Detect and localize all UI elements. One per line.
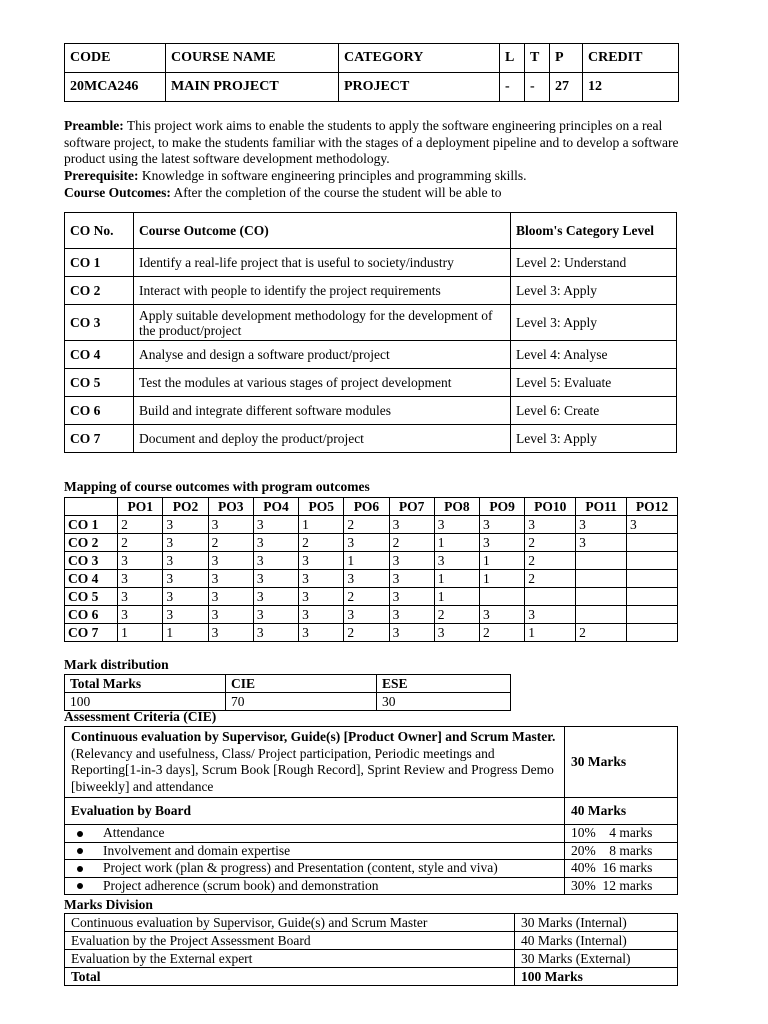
mapping-cell — [627, 534, 678, 552]
division-total-label: Total — [65, 968, 515, 986]
mapping-cell: 3 — [253, 570, 298, 588]
table-row — [65, 968, 678, 986]
prerequisite-text: Knowledge in software engineering principles and programming skills. — [141, 168, 527, 183]
mapping-cell: 1 — [525, 624, 576, 642]
bullet-icon — [77, 848, 83, 854]
header-category: CATEGORY — [339, 44, 500, 73]
mark-value-row — [65, 693, 511, 711]
criteria-label: Project adherence (scrum book) and demonstration — [103, 877, 379, 893]
mapping-cell: 3 — [208, 588, 253, 606]
co-no: CO 6 — [65, 397, 134, 425]
course-p: 27 — [550, 73, 583, 102]
mapping-cell: 1 — [480, 570, 525, 588]
mapping-cell: 3 — [480, 534, 525, 552]
prerequisite-label: Prerequisite: — [64, 168, 139, 183]
mapping-cell: 1 — [480, 552, 525, 570]
table-row — [65, 369, 677, 397]
co-bloom: Level 4: Analyse — [511, 341, 677, 369]
mapping-cell: 3 — [163, 588, 208, 606]
mapping-cell: 3 — [389, 588, 434, 606]
assessment-title: Assessment Criteria (CIE) — [64, 709, 217, 724]
co-bloom: Level 2: Understand — [511, 249, 677, 277]
mapping-cell: 2 — [576, 624, 627, 642]
co-bloom: Level 3: Apply — [511, 425, 677, 453]
mapping-cell: 2 — [389, 534, 434, 552]
table-row — [65, 425, 677, 453]
mapping-cell: 2 — [344, 624, 389, 642]
criteria-pct: 20% — [571, 842, 596, 858]
co-no: CO 7 — [65, 425, 134, 453]
mapping-co-label: CO 7 — [65, 624, 118, 642]
mapping-cell: 3 — [344, 570, 389, 588]
po-mapping-table — [64, 497, 678, 642]
continuous-bold: Continuous evaluation by Supervisor, Guide(s) [Product Owner] and Scrum Master. — [71, 729, 556, 744]
criteria-item — [65, 877, 565, 895]
mapping-cell — [480, 588, 525, 606]
mapping-cell: 1 — [434, 588, 479, 606]
co-no: CO 4 — [65, 341, 134, 369]
table-row — [65, 570, 678, 588]
table-row — [65, 950, 678, 968]
table-row — [65, 552, 678, 570]
mapping-header-po: PO2 — [163, 498, 208, 516]
table-row — [65, 932, 678, 950]
mapping-cell: 3 — [299, 606, 344, 624]
mapping-header-po: PO12 — [627, 498, 678, 516]
mapping-header-po: PO1 — [118, 498, 163, 516]
mapping-cell: 3 — [480, 516, 525, 534]
co-bloom: Level 3: Apply — [511, 305, 677, 341]
table-row — [65, 606, 678, 624]
co-no: CO 3 — [65, 305, 134, 341]
preamble-label: Preamble: — [64, 118, 124, 133]
mapping-header-row — [65, 498, 678, 516]
table-row — [65, 516, 678, 534]
mark-ese: 30 — [377, 693, 511, 711]
co-no: CO 1 — [65, 249, 134, 277]
bullet-icon — [77, 866, 83, 872]
preamble-text: This project work aims to enable the students to apply the software engineering principles on a real software project, to make the students familiar with the stages of a deployment pipeline and to develop a software product using the latest software development methodology. — [64, 118, 679, 166]
co-outcome: Analyse and design a software product/project — [134, 341, 511, 369]
mapping-header-po: PO4 — [253, 498, 298, 516]
mapping-cell: 1 — [434, 534, 479, 552]
mapping-cell: 3 — [253, 552, 298, 570]
mapping-header-po: PO3 — [208, 498, 253, 516]
criteria-label: Involvement and domain expertise — [103, 842, 291, 858]
marks-division-title: Marks Division — [64, 897, 153, 912]
mapping-cell: 3 — [525, 606, 576, 624]
criteria-marks — [565, 842, 678, 860]
mapping-cell: 3 — [253, 624, 298, 642]
continuous-description — [65, 727, 565, 798]
table-row — [65, 305, 677, 341]
mapping-cell: 2 — [525, 570, 576, 588]
mapping-co-label: CO 1 — [65, 516, 118, 534]
mapping-cell: 3 — [253, 534, 298, 552]
criteria-mark-value: 4 marks — [609, 825, 653, 840]
criteria-label: Project work (plan & progress) and Presentation (content, style and viva) — [103, 860, 498, 875]
co-outcome: Identify a real-life project that is useful to society/industry — [134, 249, 511, 277]
division-label: Evaluation by the External expert — [65, 950, 515, 968]
mapping-cell: 3 — [627, 516, 678, 534]
mapping-cell: 3 — [434, 552, 479, 570]
co-outcome: Apply suitable development methodology for the development of the product/project — [134, 305, 511, 341]
criteria-mark-value: 12 marks — [602, 877, 653, 893]
mapping-co-label: CO 6 — [65, 606, 118, 624]
mapping-cell: 3 — [208, 606, 253, 624]
table-row — [65, 397, 677, 425]
criteria-item — [65, 825, 565, 843]
co-no: CO 2 — [65, 277, 134, 305]
bullet-icon — [77, 831, 83, 837]
mapping-cell: 1 — [118, 624, 163, 642]
list-item — [65, 860, 678, 878]
division-marks: 40 Marks (Internal) — [515, 932, 678, 950]
mapping-cell: 3 — [208, 516, 253, 534]
co-outcome: Test the modules at various stages of project development — [134, 369, 511, 397]
mapping-cell: 3 — [299, 570, 344, 588]
mapping-cell: 3 — [344, 534, 389, 552]
mapping-corner-cell — [65, 498, 118, 516]
criteria-marks — [565, 877, 678, 895]
division-total-marks: 100 Marks — [515, 968, 678, 986]
table-row — [65, 249, 677, 277]
mapping-cell: 2 — [525, 534, 576, 552]
mapping-cell — [525, 588, 576, 606]
mapping-cell: 3 — [118, 552, 163, 570]
list-item — [65, 877, 678, 895]
mapping-co-label: CO 3 — [65, 552, 118, 570]
mapping-cell: 2 — [344, 516, 389, 534]
mapping-cell: 1 — [434, 570, 479, 588]
co-outcome: Document and deploy the product/project — [134, 425, 511, 453]
mapping-header-po: PO7 — [389, 498, 434, 516]
mark-cie: 70 — [226, 693, 377, 711]
table-row — [65, 588, 678, 606]
mapping-cell: 2 — [434, 606, 479, 624]
mapping-cell: 3 — [389, 570, 434, 588]
header-l: L — [500, 44, 525, 73]
co-header-outcome: Course Outcome (CO) — [134, 213, 511, 249]
criteria-pct: 10% — [571, 825, 596, 840]
mapping-cell: 3 — [576, 534, 627, 552]
board-label: Evaluation by Board — [65, 798, 565, 825]
course-code: 20MCA246 — [65, 73, 166, 102]
mapping-cell: 1 — [344, 552, 389, 570]
mark-distribution-title: Mark distribution — [64, 657, 169, 672]
mapping-cell: 3 — [389, 624, 434, 642]
co-no: CO 5 — [65, 369, 134, 397]
mapping-cell: 3 — [389, 552, 434, 570]
mark-header-ese: ESE — [377, 675, 511, 693]
assessment-table — [64, 726, 678, 895]
mapping-cell: 3 — [163, 606, 208, 624]
mapping-cell: 3 — [480, 606, 525, 624]
mapping-co-label: CO 5 — [65, 588, 118, 606]
mark-total: 100 — [65, 693, 226, 711]
header-p: P — [550, 44, 583, 73]
mapping-cell: 3 — [576, 516, 627, 534]
mapping-cell — [576, 606, 627, 624]
mapping-cell: 3 — [253, 516, 298, 534]
list-item — [65, 842, 678, 860]
mapping-cell — [627, 552, 678, 570]
criteria-mark-value: 8 marks — [609, 842, 653, 858]
marks-division-table — [64, 913, 678, 986]
course-category: PROJECT — [339, 73, 500, 102]
mapping-cell: 3 — [208, 624, 253, 642]
co-header-no: CO No. — [65, 213, 134, 249]
criteria-marks — [565, 825, 678, 843]
continuous-text: (Relevancy and usefulness, Class/ Project participation, Periodic meetings and Reporting[1-in-3 days], Scrum Book [Rough Record], Sprint Review and Progress Demo [biweekly] and attendance — [71, 745, 554, 794]
mapping-cell: 3 — [208, 570, 253, 588]
list-item — [65, 825, 678, 843]
mapping-cell: 3 — [434, 624, 479, 642]
mapping-cell: 2 — [344, 588, 389, 606]
co-outcome: Build and integrate different software modules — [134, 397, 511, 425]
mapping-header-po: PO5 — [299, 498, 344, 516]
mapping-cell: 3 — [118, 570, 163, 588]
co-header-bloom: Bloom's Category Level — [511, 213, 677, 249]
mapping-cell: 3 — [299, 552, 344, 570]
criteria-pct: 30% — [571, 877, 596, 893]
mapping-header-po: PO9 — [480, 498, 525, 516]
mark-header-total: Total Marks — [65, 675, 226, 693]
course-outcomes-intro — [64, 185, 684, 202]
board-marks: 40 Marks — [565, 798, 678, 825]
course-value-row — [65, 73, 679, 102]
mapping-cell — [627, 588, 678, 606]
course-info-table — [64, 43, 679, 102]
mapping-cell: 3 — [344, 606, 389, 624]
course-t: - — [525, 73, 550, 102]
criteria-marks — [565, 860, 678, 878]
mapping-cell: 2 — [525, 552, 576, 570]
co-outcome: Interact with people to identify the project requirements — [134, 277, 511, 305]
mapping-cell: 2 — [480, 624, 525, 642]
mapping-cell: 2 — [118, 534, 163, 552]
mapping-cell — [627, 624, 678, 642]
mapping-cell: 3 — [163, 552, 208, 570]
course-outcomes-label: Course Outcomes: — [64, 185, 171, 200]
mapping-cell: 1 — [299, 516, 344, 534]
mapping-cell: 2 — [118, 516, 163, 534]
mapping-cell: 3 — [299, 588, 344, 606]
table-row — [65, 277, 677, 305]
mapping-cell: 3 — [253, 606, 298, 624]
table-row — [65, 534, 678, 552]
bullet-icon — [77, 883, 83, 889]
mapping-cell: 3 — [299, 624, 344, 642]
mapping-header-po: PO8 — [434, 498, 479, 516]
mapping-header-po: PO10 — [525, 498, 576, 516]
header-t: T — [525, 44, 550, 73]
co-bloom: Level 3: Apply — [511, 277, 677, 305]
board-row — [65, 798, 678, 825]
mapping-cell: 3 — [434, 516, 479, 534]
continuous-marks: 30 Marks — [565, 727, 678, 798]
co-bloom: Level 5: Evaluate — [511, 369, 677, 397]
mapping-cell: 3 — [389, 516, 434, 534]
table-row — [65, 341, 677, 369]
mapping-cell: 3 — [525, 516, 576, 534]
mapping-header-po: PO6 — [344, 498, 389, 516]
mapping-cell: 3 — [118, 588, 163, 606]
co-header-row — [65, 213, 677, 249]
mark-header-row — [65, 675, 511, 693]
criteria-pct: 40% — [571, 860, 596, 875]
mapping-cell: 3 — [163, 534, 208, 552]
course-l: - — [500, 73, 525, 102]
mark-header-cie: CIE — [226, 675, 377, 693]
mapping-cell: 3 — [208, 552, 253, 570]
mapping-cell — [576, 570, 627, 588]
mapping-cell — [627, 606, 678, 624]
course-outcome-table — [64, 212, 677, 453]
mapping-header-po: PO11 — [576, 498, 627, 516]
course-name: MAIN PROJECT — [166, 73, 339, 102]
continuous-row — [65, 727, 678, 798]
co-bloom: Level 6: Create — [511, 397, 677, 425]
mapping-cell: 3 — [253, 588, 298, 606]
mapping-cell — [627, 570, 678, 588]
mapping-cell: 2 — [299, 534, 344, 552]
mapping-cell: 2 — [208, 534, 253, 552]
division-marks: 30 Marks (Internal) — [515, 914, 678, 932]
criteria-label: Attendance — [103, 825, 165, 840]
division-label: Continuous evaluation by Supervisor, Guide(s) and Scrum Master — [65, 914, 515, 932]
mark-distribution-table — [64, 674, 511, 711]
mapping-cell: 3 — [118, 606, 163, 624]
mapping-cell: 3 — [163, 570, 208, 588]
mapping-co-label: CO 4 — [65, 570, 118, 588]
division-label: Evaluation by the Project Assessment Board — [65, 932, 515, 950]
mapping-cell: 3 — [163, 516, 208, 534]
preamble — [64, 118, 684, 168]
header-code: CODE — [65, 44, 166, 73]
table-row — [65, 624, 678, 642]
criteria-mark-value: 16 marks — [602, 860, 653, 875]
course-header-row — [65, 44, 679, 73]
course-credit: 12 — [583, 73, 679, 102]
mapping-cell — [576, 552, 627, 570]
header-credit: CREDIT — [583, 44, 679, 73]
mapping-co-label: CO 2 — [65, 534, 118, 552]
mapping-cell: 3 — [389, 606, 434, 624]
mapping-title: Mapping of course outcomes with program outcomes — [64, 479, 370, 494]
table-row — [65, 914, 678, 932]
mapping-cell: 1 — [163, 624, 208, 642]
mapping-cell — [576, 588, 627, 606]
division-marks: 30 Marks (External) — [515, 950, 678, 968]
header-course-name: COURSE NAME — [166, 44, 339, 73]
prerequisite — [64, 168, 684, 185]
course-outcomes-text: After the completion of the course the student will be able to — [173, 185, 502, 200]
criteria-item — [65, 842, 565, 860]
criteria-item — [65, 860, 565, 878]
